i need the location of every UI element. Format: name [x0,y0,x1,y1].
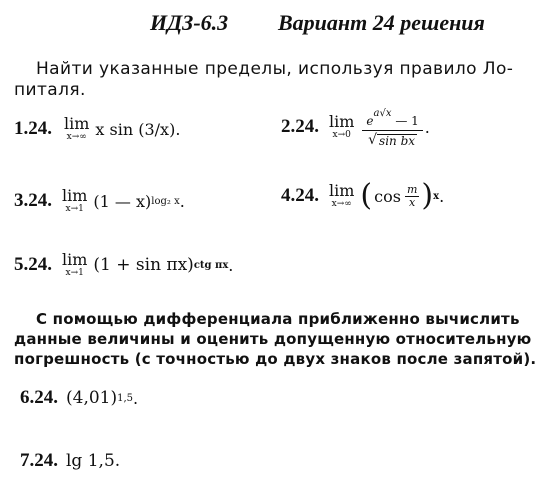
limit-exponent: ctg πx [193,259,229,271]
tail-dot: . [439,186,445,206]
fraction [362,106,422,148]
lim-subscript: x→1 [65,204,84,214]
problem-7 [20,450,120,472]
assignment-code: ИДЗ-6.3 [150,10,229,35]
problem-4 [281,178,445,213]
tail-dot: . [179,191,185,211]
lim-label: lim [62,186,88,205]
problem-number: 1.24. [14,118,52,139]
problem-3 [14,188,185,214]
lim-subscript: x→∞ [66,132,87,142]
expression: lg 1,5. [66,451,121,471]
problem-number: 5.24. [14,254,52,275]
limit-operator [329,183,354,209]
section2-line2: данные величины и оценить допущенную относительную [14,330,532,348]
fraction-numerator [362,106,422,131]
problem-number: 6.24. [20,387,58,408]
lim-label: lim [329,112,355,131]
right-paren: ) [421,178,434,213]
left-paren: ( [360,178,373,213]
inner-denominator: x [409,195,416,209]
tail-dot: . [133,388,139,408]
inner-fraction [405,184,419,209]
numerator-rest: — 1 [391,114,419,128]
problem-number: 3.24. [14,190,52,211]
limit-base: (1 + sin πx) [93,255,194,275]
numerator-base: e [366,114,374,128]
tail-dot: . [424,117,430,137]
radicand: sin bx [379,134,416,148]
limit-operator [329,114,354,140]
problem-number: 2.24. [281,116,319,137]
expression-base: (4,01) [66,388,118,408]
limit-expression: x sin (3/x). [95,119,181,139]
expression-exponent: 1,5 [117,392,134,404]
lim-label: lim [329,181,355,200]
problem-number: 7.24. [20,450,58,471]
section2-line1: С помощью дифференциала приближенно вычислить [36,310,520,328]
lim-subscript: x→0 [332,130,351,140]
problem-5 [14,252,233,278]
tail-dot: . [228,255,234,275]
cos-function: cos [374,186,401,206]
limit-exponent: log₂ x [151,195,180,207]
lim-subscript: x→∞ [331,199,352,209]
limit-exponent: x [433,190,440,202]
section1-line2: питаля. [14,80,86,100]
section1-line1: Найти указанные пределы, используя правило Ло- [36,59,514,79]
problem-2 [281,106,430,148]
lim-label: lim [64,114,90,133]
limit-operator [64,116,89,142]
square-root [368,132,417,148]
limit-operator [62,252,87,278]
problem-1 [14,116,180,142]
lim-label: lim [62,250,88,269]
lim-subscript: x→1 [65,268,84,278]
fraction-denominator [366,131,419,148]
limit-base: (1 — x) [93,191,152,211]
problem-number: 4.24. [281,185,319,206]
problem-6 [20,387,138,409]
limit-operator [62,188,87,214]
section2-line3: погрешность (с точностью до двух знаков после запятой). [14,350,537,368]
variant-title: Вариант 24 решения [278,10,485,35]
radical-sign: √ [368,132,378,148]
numerator-exponent: a√x [373,108,392,119]
inner-numerator: m [406,182,418,196]
